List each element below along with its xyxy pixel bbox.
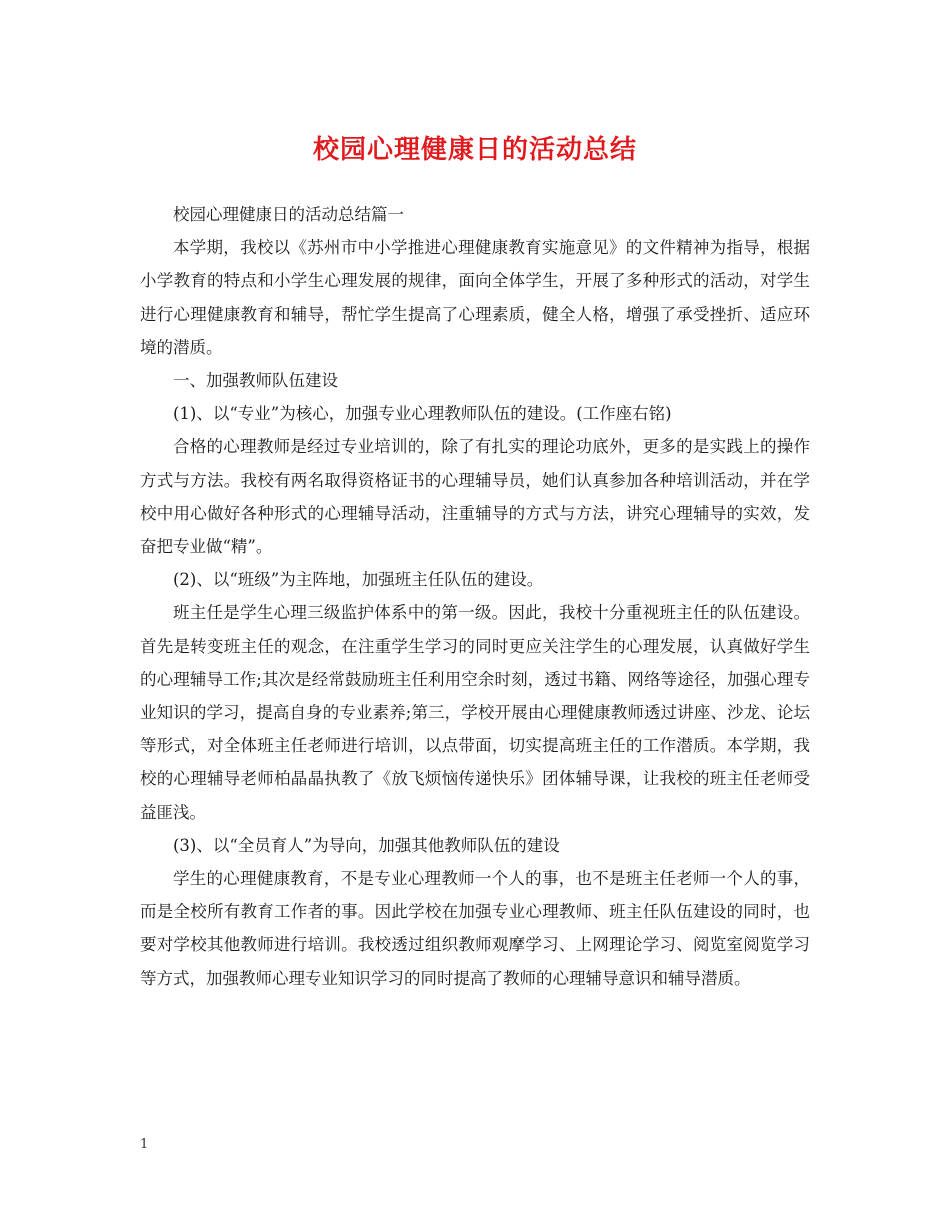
subsection-heading: (1)、以“专业”为核心，加强专业心理教师队伍的建设。(工作座右铭) — [173, 404, 672, 424]
paragraph: 本学期，我校以《苏州市中小学推进心理健康教育实施意见》的文件精神为指导，根据小学教育的特点和小学生心理发展的规律，面向全体学生，开展了多种形式的活动，对学生进行心理健康教育和辅导，帮忙学生提高了心理素质，健全人格，增强了承受挫折、适应环境的潜质。 — [140, 238, 810, 357]
paragraph: 学生的心理健康教育，不是专业心理教师一个人的事，也不是班主任老师一个人的事，而是全校所有教育工作者的事。因此学校在加强专业心理教师、班主任队伍建设的同时，也要对学校其他教师进行培训。我校透过组织教师观摩学习、上网理论学习、阅览室阅览学习等方式，加强教师心理专业知识学习的同时提高了教师的心理辅导意识和辅导潜质。 — [140, 869, 810, 988]
document-body — [140, 198, 810, 995]
section-heading: 一、加强教师队伍建设 — [173, 371, 338, 391]
subsection-heading: (3)、以“全员育人”为导向，加强其他教师队伍的建设 — [173, 835, 560, 855]
paragraph: 班主任是学生心理三级监护体系中的第一级。因此，我校十分重视班主任的队伍建设。首先是转变班主任的观念，在注重学生学习的同时更应关注学生的心理发展，认真做好学生的心理辅导工作;其次是经常鼓励班主任利用空余时刻，透过书籍、网络等途径，加强心理专业知识的学习，提高自身的专业素养;第三，学校开展由心理健康教师透过讲座、沙龙、论坛等形式，对全体班主任老师进行培训，以点带面，切实提高班主任的工作潜质。本学期，我校的心理辅导老师柏晶晶执教了《放飞烦恼传递快乐》团体辅导课，让我校的班主任老师受益匪浅。 — [140, 603, 810, 822]
document-title: 校园心理健康日的活动总结 — [312, 135, 637, 165]
page-number: 1 — [140, 1137, 149, 1152]
paragraph: 合格的心理教师是经过专业培训的，除了有扎实的理论功底外，更多的是实践上的操作方式与方法。我校有两名取得资格证书的心理辅导员，她们认真参加各种培训活动，并在学校中用心做好各种形式的心理辅导活动，注重辅导的方式与方法，讲究心理辅导的实效，发奋把专业做“精”。 — [140, 437, 810, 557]
section-heading: 校园心理健康日的活动总结篇一 — [173, 205, 404, 224]
subsection-heading: (2)、以“班级”为主阵地，加强班主任队伍的建设。 — [173, 570, 544, 590]
